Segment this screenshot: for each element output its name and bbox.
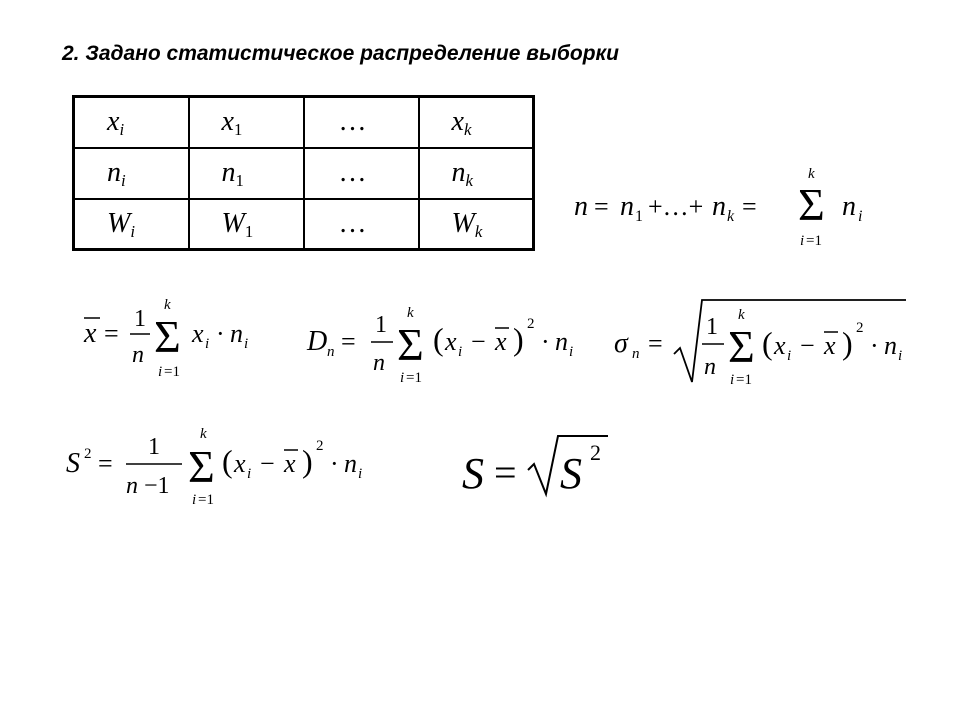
svg-text:i: i <box>458 344 463 360</box>
svg-text:i: i <box>244 336 249 352</box>
table-cell: … <box>304 97 419 148</box>
svg-text:n: n <box>712 191 726 222</box>
svg-text:i: i <box>358 466 363 482</box>
table-cell: $n_i$ <box>74 148 189 199</box>
svg-text:): ) <box>842 325 853 361</box>
svg-text:σ: σ <box>614 328 628 359</box>
svg-text:+…+: +…+ <box>648 192 704 221</box>
svg-text:1: 1 <box>134 306 146 332</box>
svg-text:·: · <box>870 331 879 360</box>
table-cell: $W_i$ <box>74 199 189 250</box>
svg-text:i: i <box>569 344 574 360</box>
formula-mean <box>78 292 278 387</box>
svg-text:x: x <box>192 319 204 348</box>
table-cell: … <box>304 148 419 199</box>
svg-text:i: i <box>247 466 252 482</box>
svg-text:i: i <box>858 208 863 225</box>
table-cell: $x_1$ <box>189 97 304 148</box>
table-cell: $W_k$ <box>419 199 534 250</box>
svg-text:x: x <box>445 327 457 356</box>
svg-text:(: ( <box>762 325 773 361</box>
svg-text:n: n <box>842 191 856 222</box>
svg-text:n: n <box>230 319 243 348</box>
table-row <box>74 199 534 250</box>
svg-text:2: 2 <box>527 316 535 332</box>
svg-text:Σ: Σ <box>397 319 424 370</box>
table-cell: $W_1$ <box>189 199 304 250</box>
svg-text:2: 2 <box>316 438 324 454</box>
svg-text:i: i <box>787 348 792 364</box>
svg-text:−1: −1 <box>144 473 170 499</box>
svg-text:=1: =1 <box>164 364 180 380</box>
svg-text:n: n <box>555 327 568 356</box>
table-row <box>74 97 534 148</box>
svg-text:=1: =1 <box>736 372 752 388</box>
svg-text:i: i <box>898 348 903 364</box>
svg-text:2: 2 <box>856 320 864 336</box>
svg-text:1: 1 <box>706 314 718 340</box>
svg-text:x: x <box>495 327 507 356</box>
svg-text:=: = <box>341 327 356 356</box>
svg-text:x: x <box>84 318 97 349</box>
svg-text:): ) <box>513 321 524 357</box>
svg-text:(: ( <box>433 321 444 357</box>
table-cell: $n_1$ <box>189 148 304 199</box>
svg-text:i: i <box>730 372 735 388</box>
svg-text:=: = <box>648 329 663 358</box>
svg-text:1: 1 <box>635 208 643 225</box>
svg-text:k: k <box>727 208 735 225</box>
svg-text:1: 1 <box>148 434 160 460</box>
page-title: 2. Задано статистическое распределение выборки <box>62 42 620 65</box>
svg-text:n: n <box>620 191 634 222</box>
svg-text:Σ: Σ <box>154 311 181 362</box>
svg-text:n: n <box>704 354 716 380</box>
table-cell: $n_k$ <box>419 148 534 199</box>
svg-text:=: = <box>742 192 757 221</box>
distribution-table <box>72 95 535 251</box>
svg-text:k: k <box>407 305 414 321</box>
svg-text:i: i <box>158 364 163 380</box>
svg-text:2: 2 <box>590 440 601 465</box>
svg-text:S: S <box>560 449 582 498</box>
svg-text:=: = <box>104 319 119 348</box>
svg-text:n: n <box>884 331 897 360</box>
formula-corrected-std <box>458 430 618 500</box>
table-cell: … <box>304 199 419 250</box>
svg-text:n: n <box>344 449 357 478</box>
formula-sample-size <box>570 160 890 255</box>
svg-text:=: = <box>494 450 517 495</box>
svg-text:=1: =1 <box>806 233 822 249</box>
svg-text:=1: =1 <box>198 492 214 508</box>
svg-text:i: i <box>205 336 210 352</box>
svg-text:k: k <box>164 297 171 313</box>
svg-text:k: k <box>200 426 207 442</box>
svg-text:n: n <box>574 191 588 222</box>
svg-text:): ) <box>302 443 313 479</box>
svg-text:S: S <box>462 449 484 498</box>
svg-text:Σ: Σ <box>188 441 215 492</box>
svg-text:x: x <box>774 331 786 360</box>
svg-text:x: x <box>234 449 246 478</box>
svg-text:S: S <box>66 448 80 479</box>
svg-text:·: · <box>330 449 339 478</box>
svg-text:n: n <box>126 473 138 499</box>
formula-corrected-variance <box>64 420 384 515</box>
svg-text:x: x <box>824 331 836 360</box>
formula-std-deviation <box>612 292 912 392</box>
table-cell: $x_i$ <box>74 97 189 148</box>
svg-text:=: = <box>98 449 113 478</box>
svg-text:i: i <box>400 370 405 385</box>
svg-text:−: − <box>260 449 275 478</box>
svg-text:Σ: Σ <box>798 179 825 230</box>
table-row <box>74 148 534 199</box>
svg-text:Σ: Σ <box>728 321 755 372</box>
svg-text:=1: =1 <box>406 370 422 385</box>
svg-text:·: · <box>541 327 550 356</box>
svg-text:n: n <box>132 342 144 368</box>
svg-text:(: ( <box>222 443 233 479</box>
svg-text:n: n <box>327 344 335 360</box>
svg-text:i: i <box>192 492 197 508</box>
svg-text:n: n <box>632 346 640 362</box>
svg-text:n: n <box>373 350 385 376</box>
svg-text:−: − <box>471 327 486 356</box>
table-cell: $x_k$ <box>419 97 534 148</box>
svg-text:·: · <box>216 319 225 348</box>
svg-text:k: k <box>808 166 815 182</box>
svg-text:2: 2 <box>84 446 92 462</box>
svg-text:k: k <box>738 307 745 323</box>
svg-text:=: = <box>594 192 609 221</box>
svg-text:D: D <box>307 326 328 357</box>
svg-text:−: − <box>800 331 815 360</box>
svg-text:1: 1 <box>375 312 387 338</box>
svg-text:i: i <box>800 233 805 249</box>
formula-variance <box>305 290 595 385</box>
svg-text:x: x <box>284 449 296 478</box>
